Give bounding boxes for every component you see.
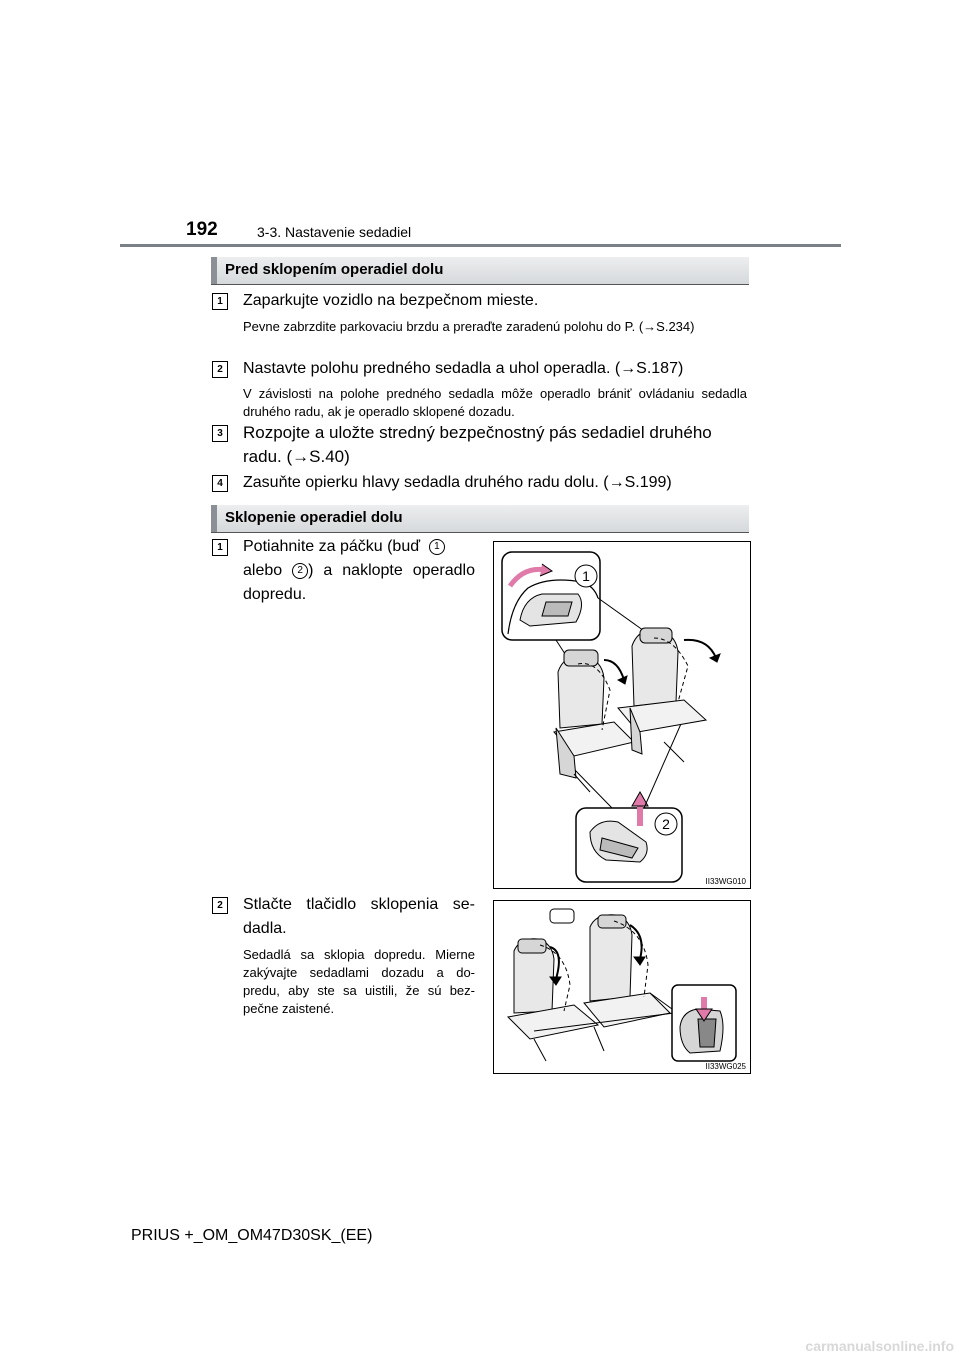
figure-seat-lever [493,541,751,889]
step-text: Potiahnite za páčku (buď 1 alebo 2 ) a naklopte operadlo dopredu. [243,538,475,603]
figure-code: II33WG025 [705,1062,746,1071]
figure-callout-2: 2 [662,816,670,832]
step-number: 4 [212,475,228,492]
watermark: carmanualsonline.info [805,1338,954,1354]
figure-callout-1: 1 [582,568,590,584]
step-text: Zasuňte opierku hlavy sedadla druhého radu dolu. (→S.199) [243,474,672,491]
header-rule [120,244,841,247]
marker-1: 1 [429,539,445,555]
page-number: 192 [186,219,218,240]
section-title-bar-before-folding [211,257,749,285]
step-number: 3 [212,425,228,442]
step-note: Pevne zabrzdite parkovaciu brzdu a preraďte zaradenú polohu do P. (→S.234) [243,319,695,334]
figure-code: II33WG010 [705,877,746,886]
step-text: Rozpojte a uložte stredný bezpečnostný pás sedadiel druhého radu. (→S.40) [243,423,712,466]
seat-fold-illustration [494,542,750,888]
seat-fold-button-illustration [494,901,750,1073]
step-number: 2 [212,361,228,378]
section-title-bar-folding [211,505,749,533]
marker-2: 2 [292,563,308,579]
section-title: Pred sklopením operadiel dolu [225,261,444,278]
document-footer: PRIUS +_OM_OM47D30SK_(EE) [131,1227,373,1244]
figure-seat-button [493,900,751,1074]
step-number: 1 [212,293,228,310]
step-number: 2 [212,897,228,914]
section-header: 3-3. Nastavenie sedadiel [257,224,412,240]
section-title: Sklopenie operadiel dolu [225,509,403,526]
step-text: Nastavte polohu predného sedadla a uhol operadla. (→S.187) [243,360,684,377]
step-number: 1 [212,539,228,556]
step-note: Sedadlá sa sklopia dopredu. Mierne zakývajte sedadlami dozadu a do-predu, aby ste sa uistili, že sú bez-pečne zaistené. [243,947,475,1016]
step-text: Zaparkujte vozidlo na bezpečnom mieste. [243,292,539,309]
step-note: V závislosti na polohe predného sedadla môže operadlo brániť ovládaniu sedadla druhého radu, ak je operadlo sklopené dozadu. [243,386,747,419]
step-text: Stlačte tlačidlo sklopenia se-dadla. [243,896,475,937]
